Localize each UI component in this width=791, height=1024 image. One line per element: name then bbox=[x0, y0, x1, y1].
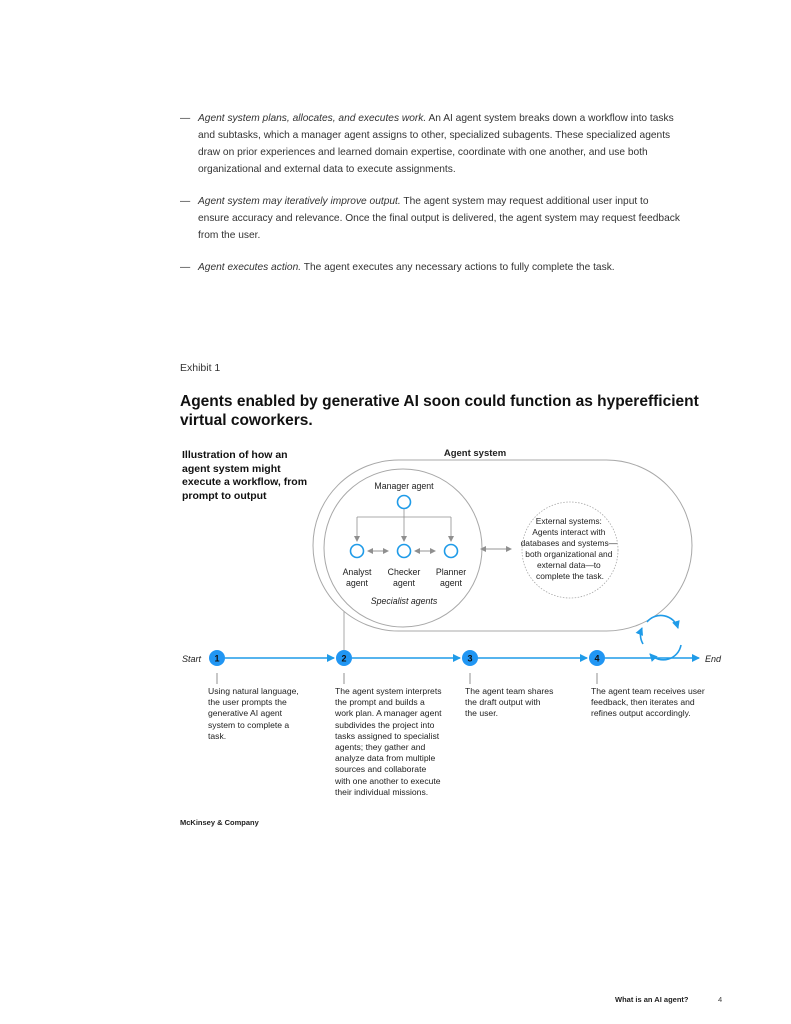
desc-line: their individual missions. bbox=[335, 786, 429, 797]
desc-line: feedback, then iterates and bbox=[591, 697, 695, 708]
planner-agent-node bbox=[445, 545, 458, 558]
svg-text:1: 1 bbox=[214, 653, 220, 664]
manager-agent-label: Manager agent bbox=[374, 481, 434, 491]
desc-line: The agent team shares bbox=[465, 686, 554, 696]
desc-line: refines output accordingly. bbox=[591, 708, 691, 719]
desc-line: the draft output with bbox=[465, 697, 541, 708]
analyst-agent-node bbox=[351, 545, 364, 558]
bullet-dash: — bbox=[180, 196, 191, 207]
footer-title: What is an AI agent? bbox=[615, 995, 689, 1004]
checker-agent-label: Checker agent bbox=[387, 567, 421, 588]
analyst-agent-label: Analyst agent bbox=[342, 567, 372, 588]
desc-line: sources and collaborate bbox=[335, 764, 427, 775]
desc-line: agents; they gather and bbox=[335, 742, 426, 753]
step-2-marker bbox=[336, 650, 352, 666]
desc-line: tasks assigned to specialist bbox=[335, 730, 440, 741]
bullet-dash: — bbox=[180, 262, 191, 273]
start-label: Start bbox=[182, 654, 202, 664]
step-1-marker bbox=[209, 650, 225, 666]
svg-text:4: 4 bbox=[594, 653, 600, 664]
bullet-text: An AI agent system breaks down a workflow into tasks and subtasks, which a manager agent assigns to other, specialized subagents. These specialized agents draw on prior experiences and learned domain expertise, coordinate with one another, and use both organizational and external data to execute assignments. bbox=[198, 113, 674, 175]
step-3-description bbox=[465, 686, 580, 720]
step-2-description bbox=[335, 686, 460, 798]
desc-line: subdivides the project into bbox=[335, 719, 435, 730]
step-4-marker bbox=[589, 650, 605, 666]
step-1-description bbox=[208, 686, 328, 742]
agent-system-label: Agent system bbox=[443, 448, 507, 459]
page-number: 4 bbox=[718, 995, 723, 1004]
desc-line: The agent team receives user bbox=[591, 686, 705, 696]
step-4-description bbox=[591, 686, 731, 720]
specialist-agents-label: Specialist agents bbox=[370, 596, 438, 606]
desc-line: work plan. A manager agent bbox=[335, 708, 442, 719]
desc-line: generative AI agent bbox=[208, 708, 283, 719]
bullet-lead: Agent system plans, allocates, and executes work. bbox=[198, 113, 427, 124]
checker-agent-node bbox=[398, 545, 411, 558]
desc-line: system to complete a bbox=[208, 719, 290, 730]
iteration-cycle-icon bbox=[641, 615, 681, 659]
bullet-lead: Agent executes action. bbox=[198, 262, 302, 273]
svg-text:2: 2 bbox=[341, 653, 347, 664]
manager-agent-node bbox=[398, 496, 411, 509]
desc-line: the prompt and builds a bbox=[335, 697, 425, 708]
desc-line: the user prompts the bbox=[208, 697, 287, 708]
desc-line: with one another to execute bbox=[335, 775, 441, 786]
bullet-dash: — bbox=[180, 113, 191, 124]
bullet-text: The agent system may request additional user input to ensure accuracy and relevance. Once the final output is delivered, the agent system may request feedback from the user. bbox=[198, 196, 680, 241]
exhibit-title: Agents enabled by generative AI soon could function as hyperefficient virtual coworkers. bbox=[180, 393, 699, 429]
exhibit-label: Exhibit 1 bbox=[180, 362, 221, 374]
bullet-lead: Agent system may iteratively improve output. bbox=[198, 196, 401, 207]
step-3-marker bbox=[462, 650, 478, 666]
bullet-text: The agent executes any necessary actions to fully complete the task. bbox=[301, 262, 615, 273]
illustration-caption: Illustration of how an agent system might execute a workflow, from prompt to output bbox=[182, 449, 308, 502]
end-label: End bbox=[705, 654, 722, 664]
planner-agent-label: Planner agent bbox=[435, 567, 467, 588]
external-systems-text: External systems: Agents interact with databases and systems— both organizational and external data—to complete the task. bbox=[520, 516, 618, 581]
desc-line: Using natural language, bbox=[208, 686, 299, 696]
desc-line: The agent system interprets bbox=[335, 686, 442, 696]
svg-text:3: 3 bbox=[467, 653, 473, 664]
desc-line: task. bbox=[208, 730, 227, 741]
desc-line: the user. bbox=[465, 708, 498, 719]
desc-line: analyze data from multiple bbox=[335, 753, 436, 764]
mckinsey-logo: McKinsey & Company bbox=[180, 818, 259, 827]
